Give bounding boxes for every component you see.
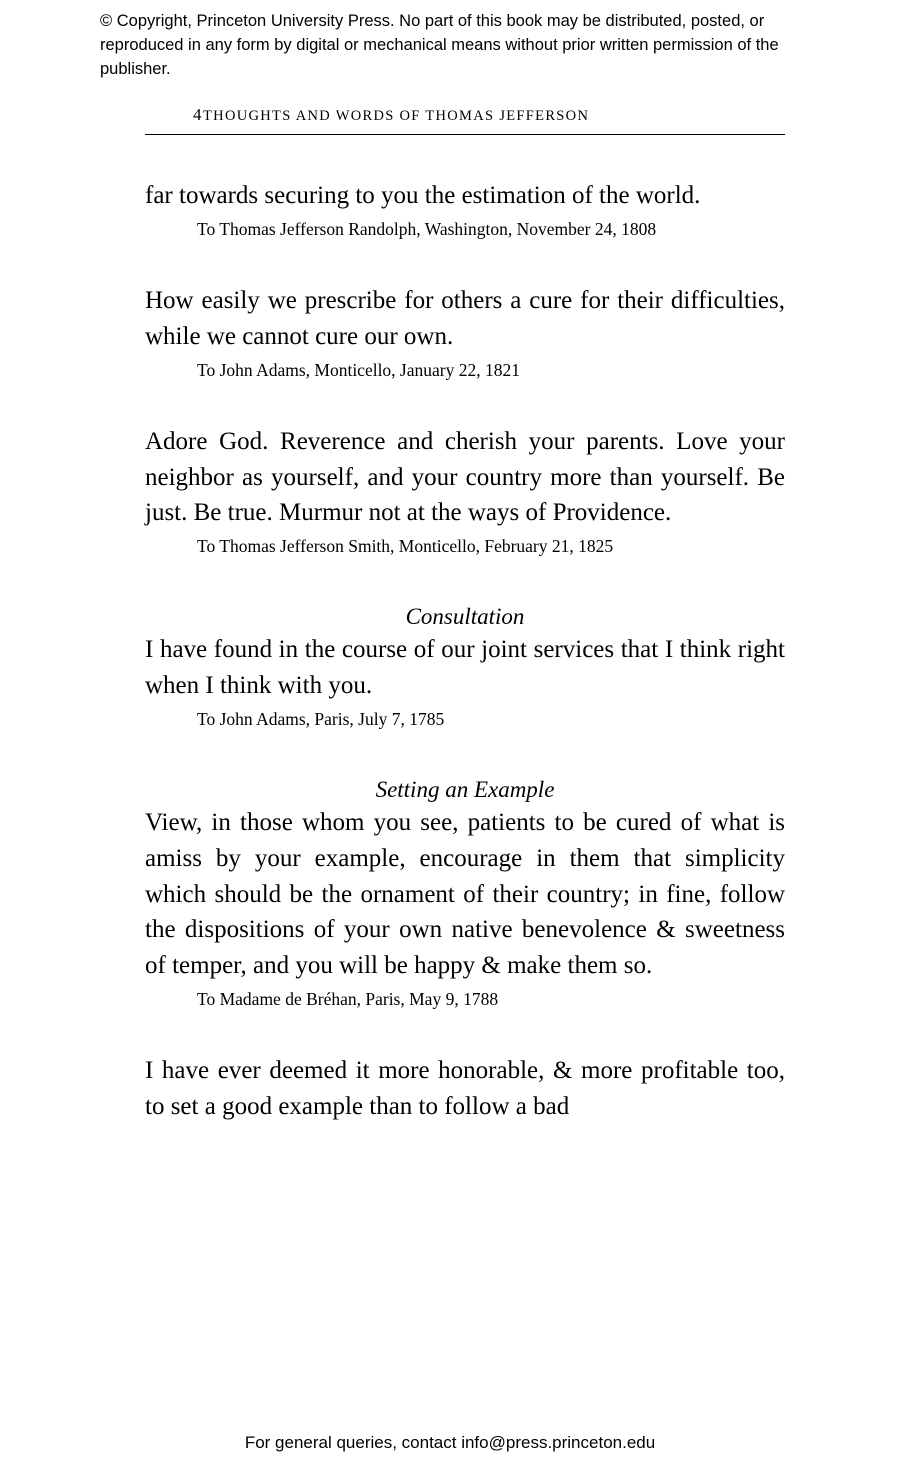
footer-note: For general queries, contact info@press.princeton.edu: [244, 1433, 656, 1452]
spacer: [145, 558, 785, 604]
section-title: Consultation: [405, 604, 525, 630]
copyright-notice: © Copyright, Princeton University Press. No part of this book may be distributed, posted, or reproduced in any form by digital or mechanical means without prior written permission of the publisher.: [100, 12, 779, 78]
quote-attribution: To John Adams, Paris, July 7, 1785: [197, 708, 445, 729]
spacer: [145, 1011, 785, 1053]
quote-text: Adore God. Reverence and cherish your parents. Love your neighbor as yourself, and your country more than yourself. Be just. Be true. Murmur not at the ways of Providence.: [145, 427, 785, 527]
quote-attribution: To Madame de Bréhan, Paris, May 9, 1788: [197, 988, 499, 1009]
spacer: [145, 731, 785, 777]
quote-attribution: To Thomas Jefferson Smith, Monticello, February 21, 1825: [197, 536, 614, 557]
page-header: [145, 105, 785, 135]
running-head-title: THOUGHTS AND WORDS OF THOMAS JEFFERSON: [203, 108, 590, 124]
spacer: [145, 241, 785, 283]
quote-text: I have found in the course of our joint services that I think right when I think with you.: [145, 636, 785, 700]
quote-text: How easily we prescribe for others a cure for their difficulties, while we cannot cure our own.: [145, 287, 785, 350]
section-title: Setting an Example: [375, 777, 555, 803]
quote-text: far towards securing to you the estimation of the world.: [145, 182, 701, 209]
page-body: [145, 178, 785, 1125]
quote-attribution: To Thomas Jefferson Randolph, Washington, November 24, 1808: [197, 218, 657, 239]
page-folio: 4: [193, 105, 202, 124]
running-head: [145, 105, 785, 135]
quote-text: I have ever deemed it more honorable, & more profitable too, to set a good example than to follow a bad: [145, 1057, 785, 1120]
spacer: [145, 382, 785, 424]
quote-attribution: To John Adams, Monticello, January 22, 1821: [197, 359, 520, 380]
quote-text: View, in those whom you see, patients to be cured of what is amiss by your example, encourage in them that simplicity which should be the ornament of their country; in fine, follow the dispositions of your own native benevolence & sweetness of temper, and you will be happy & make them so.: [145, 809, 785, 980]
